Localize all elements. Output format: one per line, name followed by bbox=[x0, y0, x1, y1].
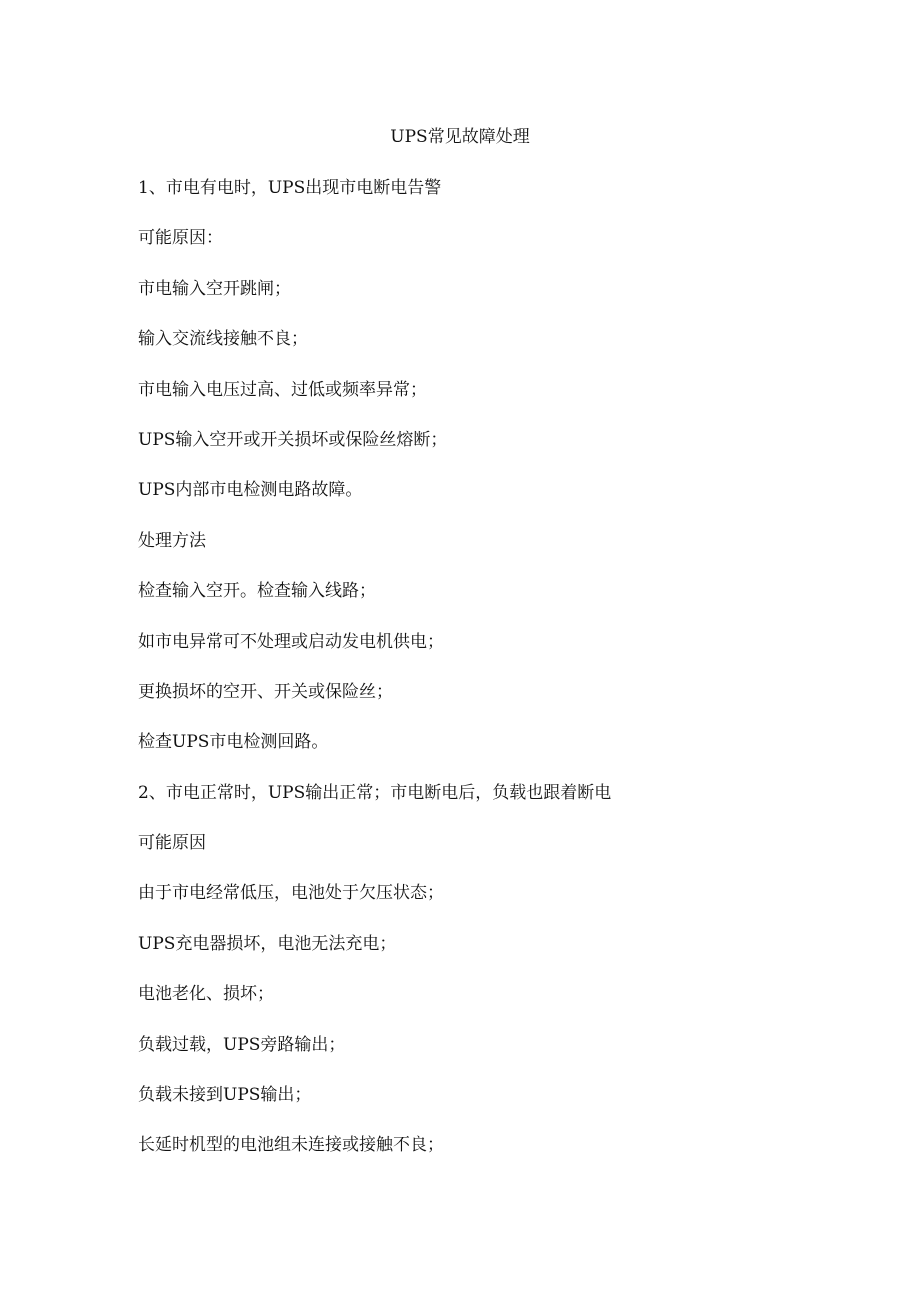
paragraph-line: 由于市电经常低压，电池处于欠压状态； bbox=[138, 883, 444, 904]
paragraph-line: 市电输入空开跳闸； bbox=[138, 278, 291, 299]
paragraph-line: UPS内部市电检测电路故障。 bbox=[138, 480, 363, 501]
paragraph-line: 市电输入电压过高、过低或频率异常； bbox=[138, 379, 427, 400]
paragraph-line: 负载未接到UPS输出； bbox=[138, 1085, 312, 1106]
paragraph-line: 输入交流线接触不良； bbox=[138, 329, 308, 350]
document-title: UPS常见故障处理 bbox=[390, 127, 530, 147]
paragraph-line: 负载过载，UPS旁路输出； bbox=[138, 1034, 346, 1055]
paragraph-line: UPS充电器损坏，电池无法充电； bbox=[138, 933, 397, 954]
paragraph-line: 如市电异常可不处理或启动发电机供电； bbox=[138, 631, 444, 652]
paragraph-line: 电池老化、损坏； bbox=[138, 984, 274, 1005]
subheading-solutions-1: 处理方法 bbox=[138, 530, 206, 551]
paragraph-line: 检查输入空开。检查输入线路； bbox=[138, 581, 376, 602]
paragraph-line: 长延时机型的电池组未连接或接触不良； bbox=[138, 1135, 444, 1156]
paragraph-line: UPS输入空开或开关损坏或保险丝熔断； bbox=[138, 429, 448, 450]
paragraph-line: 检查UPS市电检测回路。 bbox=[138, 732, 329, 753]
document-body bbox=[138, 175, 838, 1183]
subheading-causes-2: 可能原因 bbox=[138, 833, 206, 854]
paragraph-line: 更换损坏的空开、开关或保险丝； bbox=[138, 681, 393, 702]
subheading-causes-1: 可能原因： bbox=[138, 228, 223, 249]
heading-2: 2、市电正常时，UPS输出正常；市电断电后，负载也跟着断电 bbox=[138, 782, 612, 803]
heading-1: 1、市电有电时，UPS出现市电断电告警 bbox=[138, 178, 442, 198]
